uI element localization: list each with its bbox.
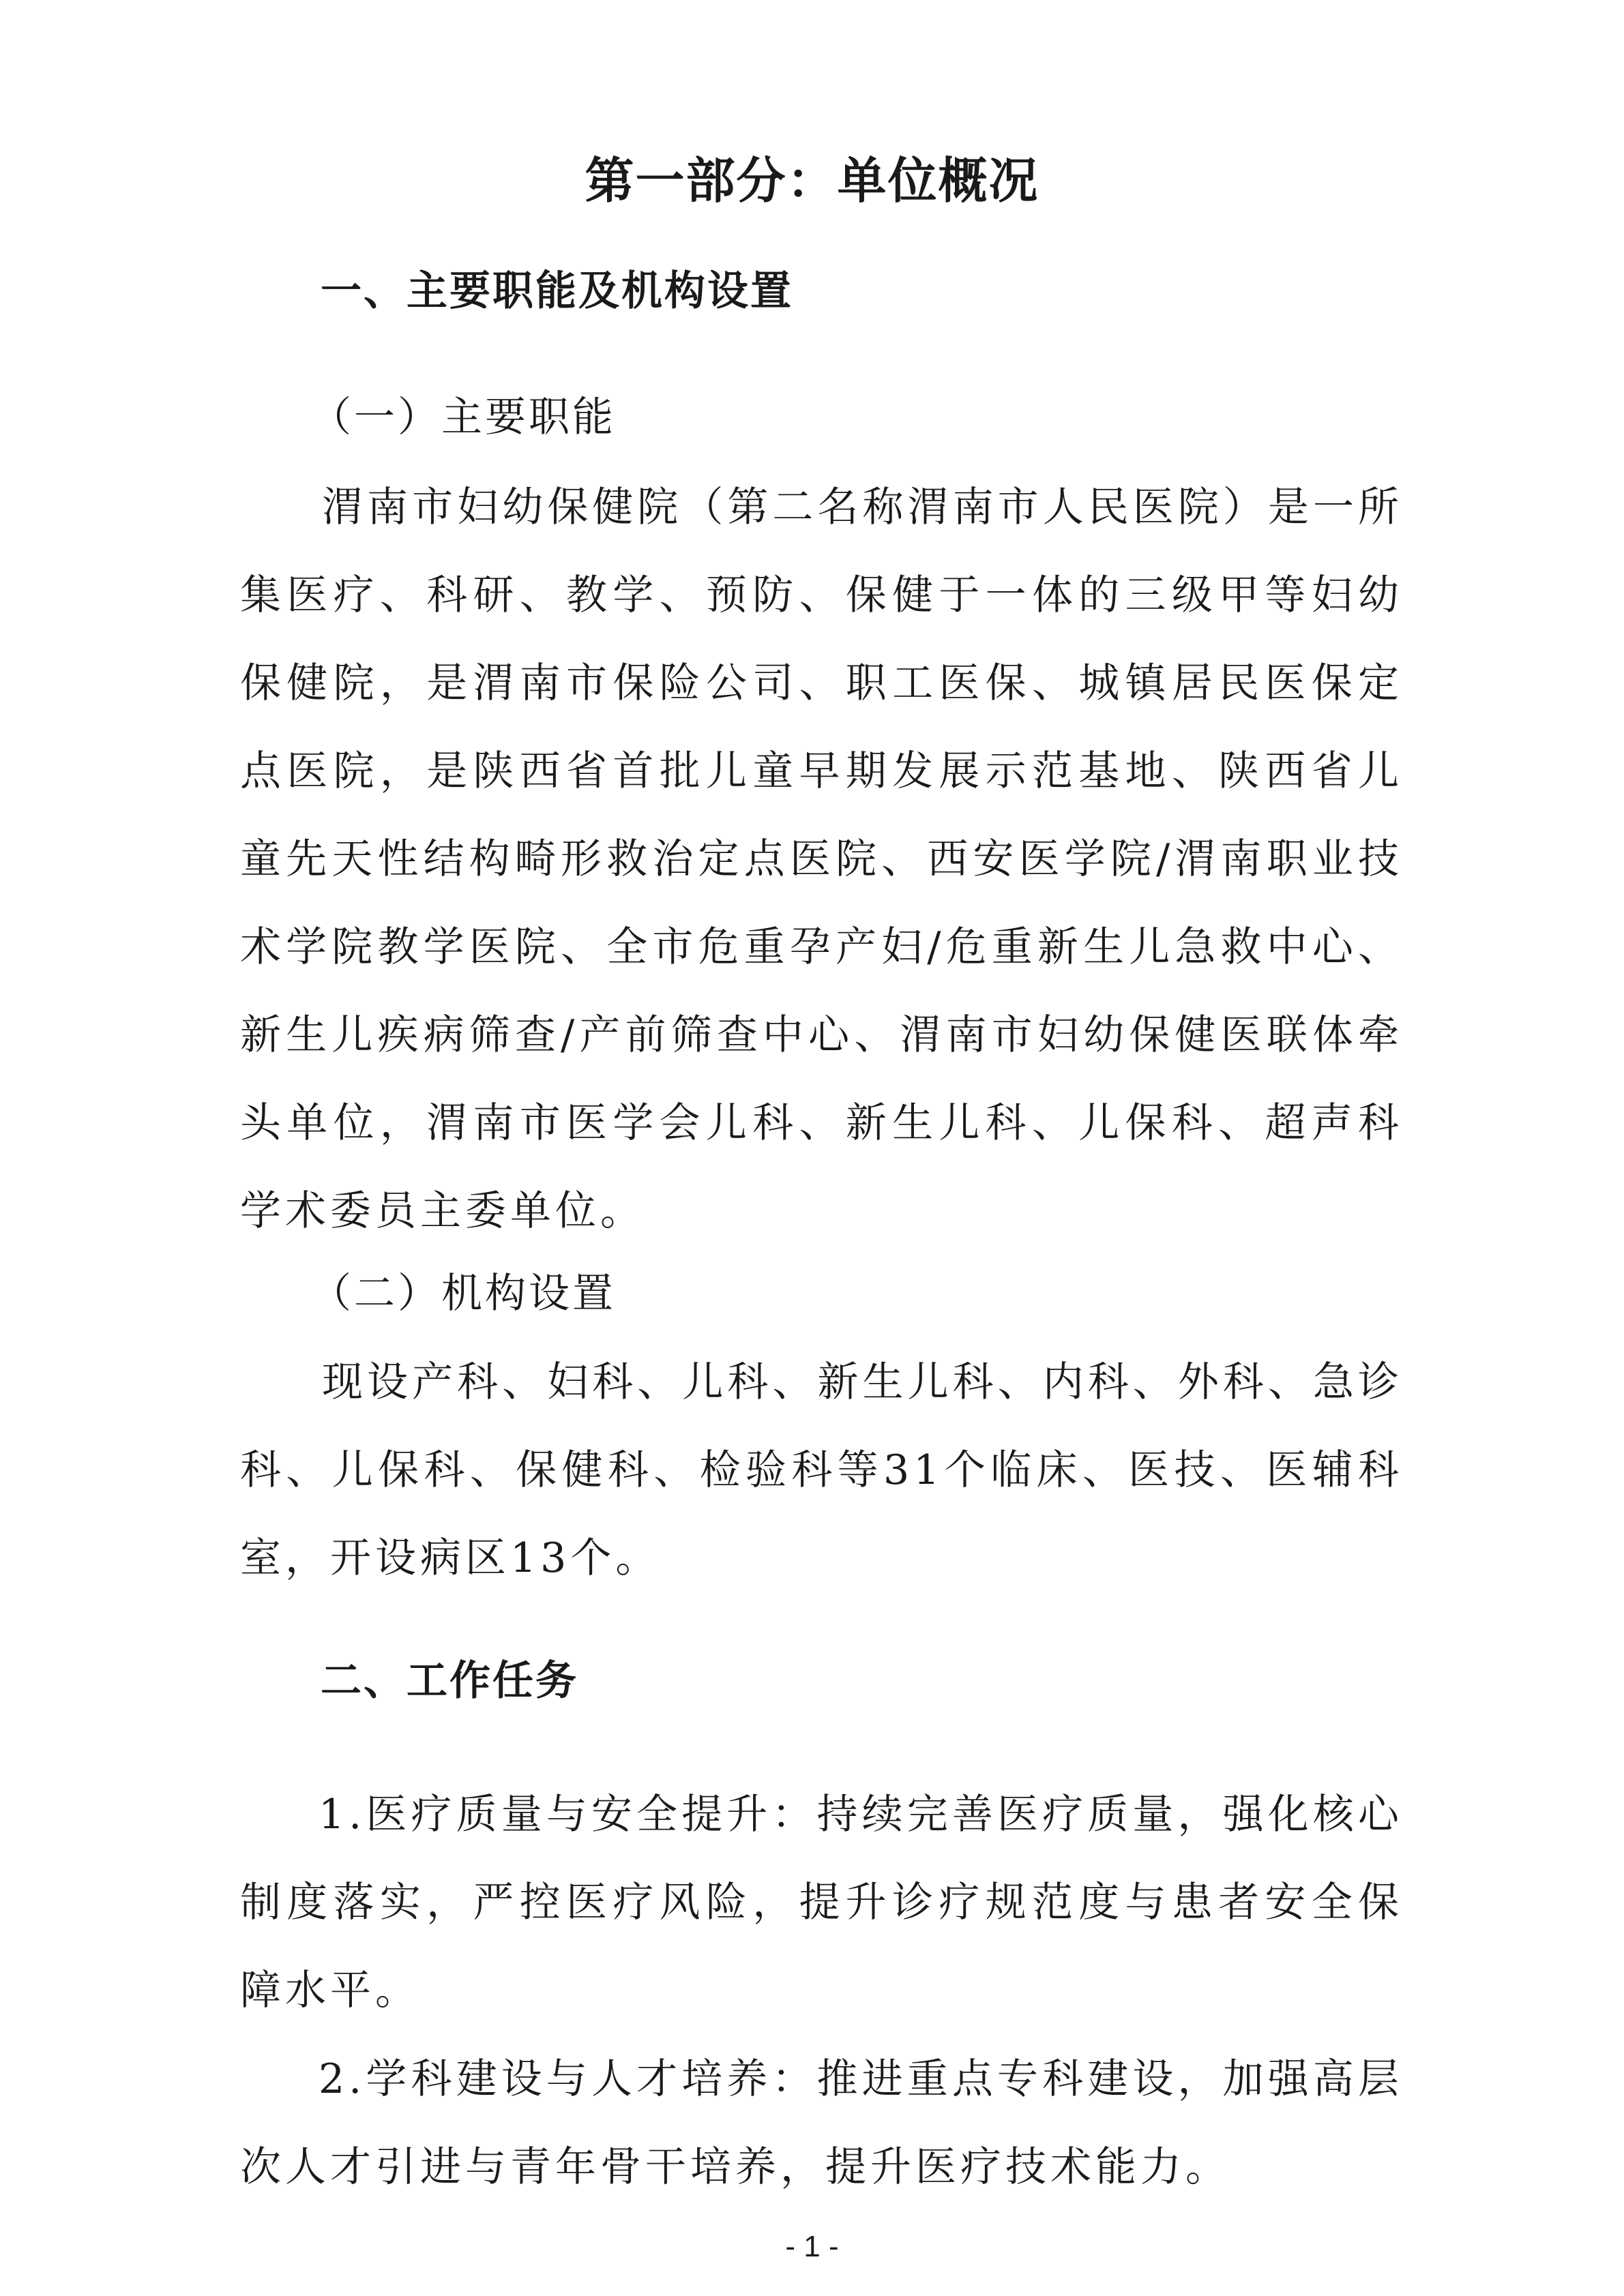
page-title: 第一部分：单位概况 [585,152,1039,209]
page-number: - 1 - [785,2230,839,2263]
subheading-organization: （二）机构设置 [310,1270,616,1317]
section-heading-tasks: 二、工作任务 [321,1657,578,1705]
task-item-2: 2.学科建设与人才培养：推进重点专科建设，加强高层次人才引进与青年骨干培养，提升医疗技术能力。 [240,2055,1403,2191]
section-heading-functions: 一、主要职能及机构设置 [321,267,793,315]
subheading-main-functions: （一）主要职能 [310,393,616,441]
task-item-1: 1.医疗质量与安全提升：持续完善医疗质量，强化核心制度落实，严控医疗风险，提升诊疗规范度与患者安全保障水平。 [240,1791,1403,2014]
paragraph-main-functions: 渭南市妇幼保健院（第二名称渭南市人民医院）是一所集医疗、科研、教学、预防、保健于一体的三级甲等妇幼保健院，是渭南市保险公司、职工医保、城镇居民医保定点医院，是陕西省首批儿童早期发展示范基地、陕西省儿童先天性结构畸形救治定点医院、西安医学院/渭南职业技术学院教学医院、全市危重孕产妇/危重新生儿急救中心、新生儿疾病筛查/产前筛查中心、渭南市妇幼保健医联体牵头单位，渭南市医学会儿科、新生儿科、儿保科、超声科学术委员主委单位。 [240,483,1403,1235]
paragraph-organization: 现设产科、妇科、儿科、新生儿科、内科、外科、急诊科、儿保科、保健科、检验科等31个临床、医技、医辅科室，开设病区13个。 [240,1358,1403,1582]
